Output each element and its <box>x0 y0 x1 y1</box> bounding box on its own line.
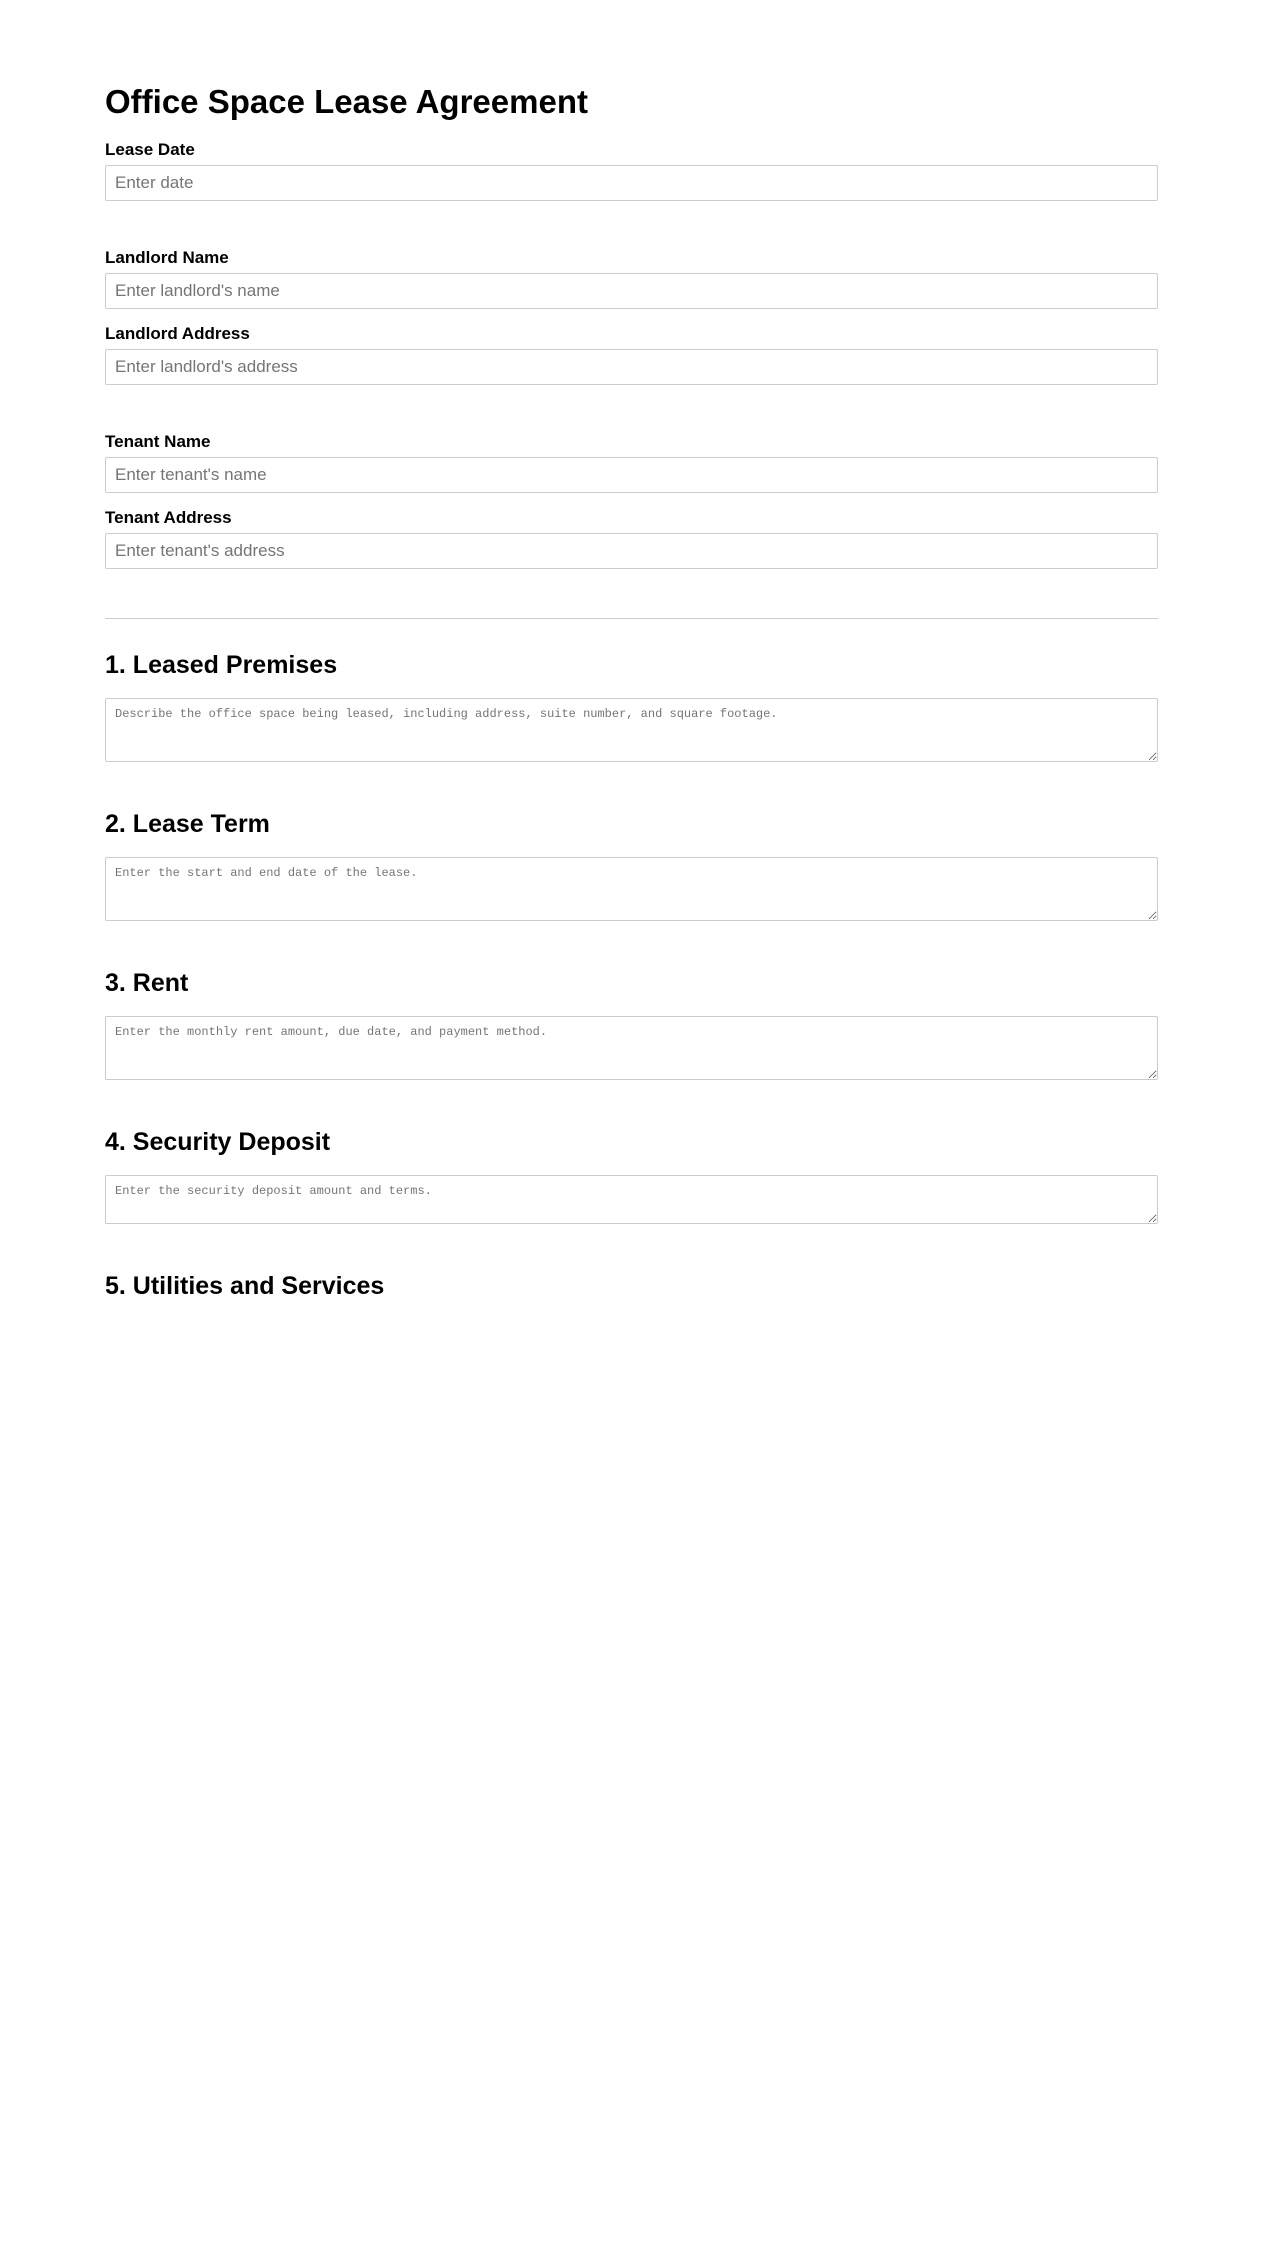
tenant-address-input[interactable] <box>105 533 1158 569</box>
section-heading-utilities-services: 5. Utilities and Services <box>105 1272 385 1300</box>
page-title: Office Space Lease Agreement <box>105 83 588 120</box>
landlord-name-label: Landlord Name <box>105 248 229 267</box>
section-heading-leased-premises: 1. Leased Premises <box>105 651 338 679</box>
section-divider <box>105 618 1158 619</box>
lease-date-input[interactable] <box>105 165 1158 201</box>
leased-premises-textarea[interactable] <box>105 698 1158 762</box>
landlord-name-input[interactable] <box>105 273 1158 309</box>
section-heading-security-deposit: 4. Security Deposit <box>105 1128 331 1156</box>
security-deposit-textarea[interactable] <box>105 1175 1158 1224</box>
tenant-name-input[interactable] <box>105 457 1158 493</box>
landlord-address-label: Landlord Address <box>105 324 250 343</box>
landlord-address-input[interactable] <box>105 349 1158 385</box>
rent-textarea[interactable] <box>105 1016 1158 1080</box>
section-heading-lease-term: 2. Lease Term <box>105 810 270 838</box>
lease-term-textarea[interactable] <box>105 857 1158 921</box>
tenant-name-label: Tenant Name <box>105 432 211 451</box>
section-heading-rent: 3. Rent <box>105 969 189 997</box>
lease-date-label: Lease Date <box>105 140 195 159</box>
tenant-address-label: Tenant Address <box>105 508 232 527</box>
